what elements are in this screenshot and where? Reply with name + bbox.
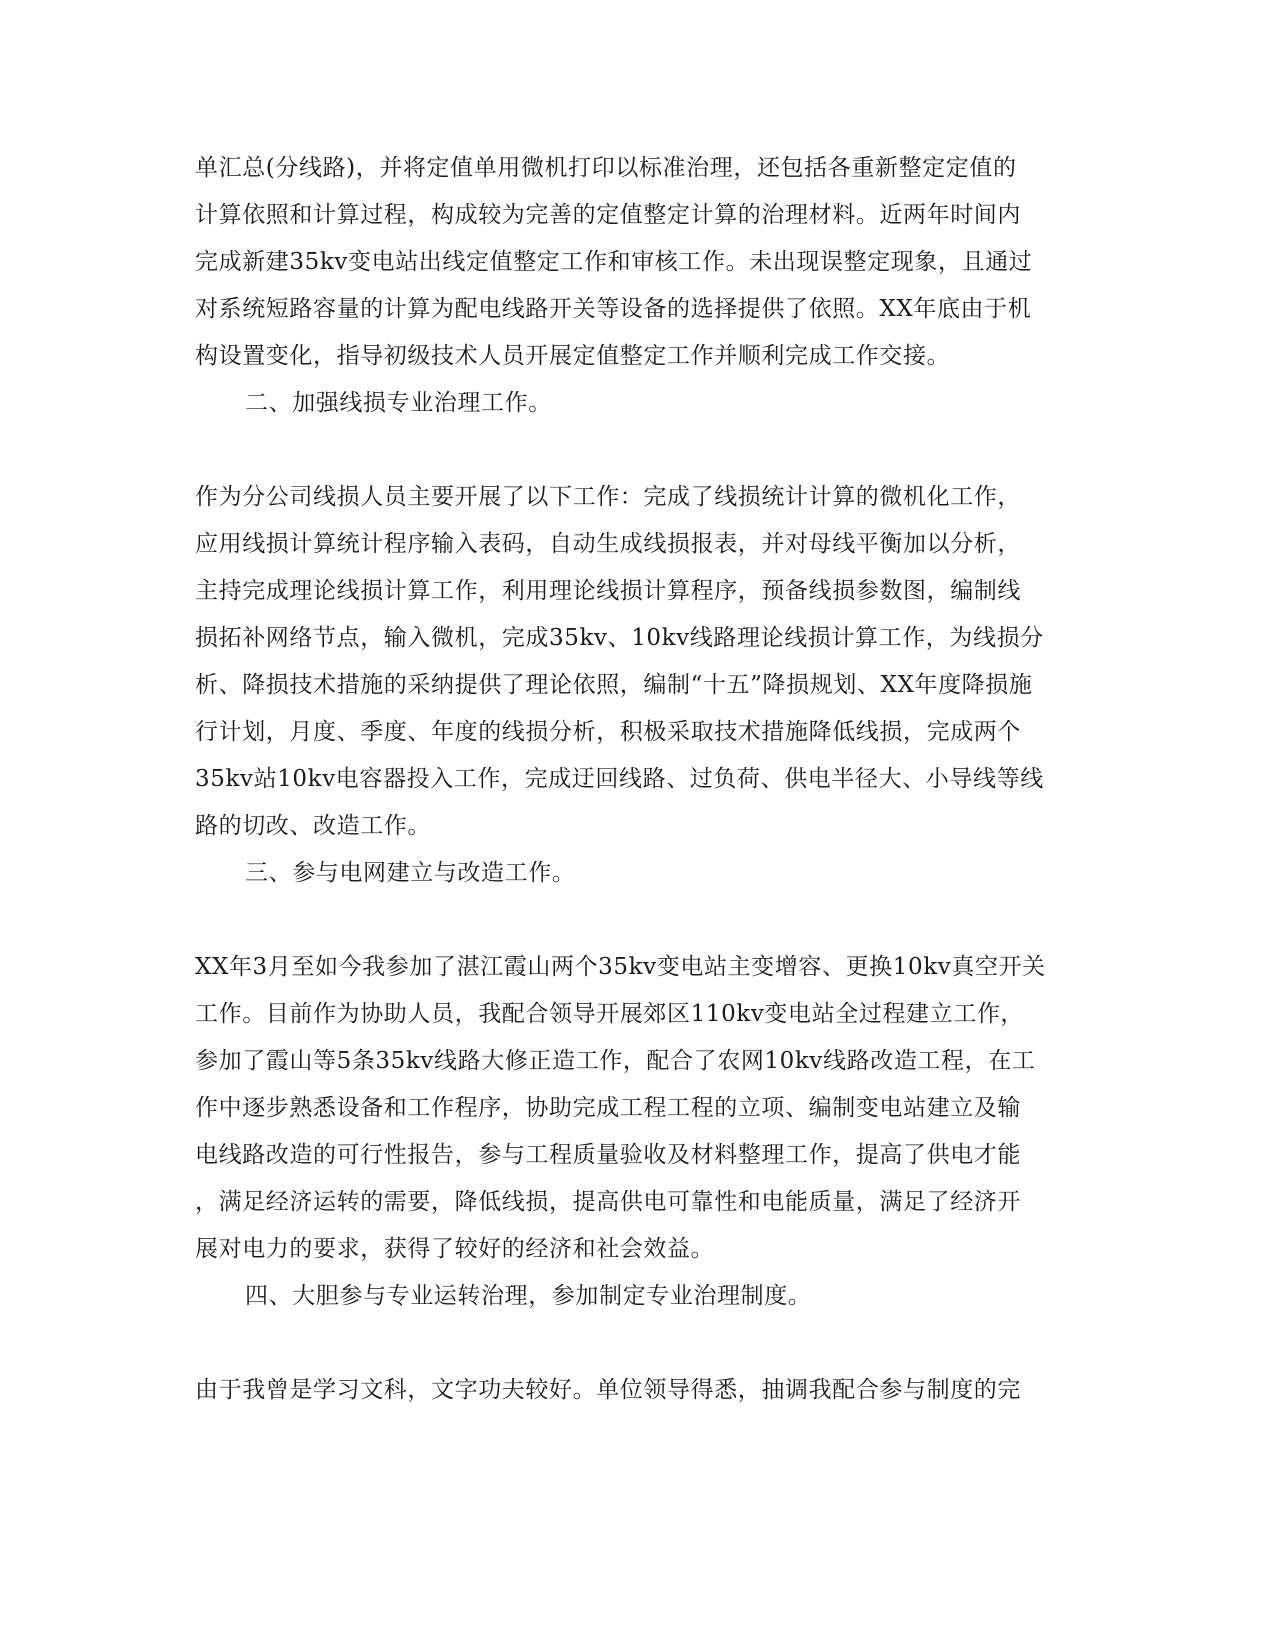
paragraph-line: 对系统短路容量的计算为配电线路开关等设备的选择提供了依照。XX年底由于机 [195,296,1032,322]
paragraph-line: 作中逐步熟悉设备和工作程序，协助完成工程工程的立项、编制变电站建立及输 [195,1095,1021,1121]
section-heading: 二、加强线损专业治理工作。 [245,390,552,416]
paragraph-line: 完成新建35kv变电站出线定值整定工作和审核工作。未出现误整定现象，且通过 [195,249,1033,275]
paragraph-line: ，满足经济运转的需要，降低线损，提高供电可靠性和电能质量，满足了经济开 [195,1189,1021,1215]
paragraph-line: 应用线损计算统计程序输入表码，自动生成线损报表，并对母线平衡加以分析， [195,531,1021,557]
paragraph-line: 行计划，月度、季度、年度的线损分析，积极采取技术措施降低线损，完成两个 [195,719,1021,745]
paragraph-line: 展对电力的要求，获得了较好的经济和社会效益。 [195,1236,715,1262]
paragraph-line: 由于我曾是学习文科，文字功夫较好。单位领导得悉，抽调我配合参与制度的完 [195,1377,1021,1403]
paragraph-line: 参加了霞山等5条35kv线路大修正造工作，配合了农网10kv线路改造工程，在工 [195,1048,1036,1074]
section-heading: 四、大胆参与专业运转治理，参加制定专业治理制度。 [245,1283,812,1309]
paragraph-line: 计算依照和计算过程，构成较为完善的定值整定计算的治理材料。近两年时间内 [195,202,1021,228]
paragraph-line: 工作。目前作为协助人员，我配合领导开展郊区110kv变电站全过程建立工作， [195,1001,1025,1027]
paragraph-line: XX年3月至如今我参加了湛江霞山两个35kv变电站主变增容、更换10kv真空开关 [195,954,1046,980]
paragraph-line: 损拓补网络节点，输入微机，完成35kv、10kv线路理论线损计算工作，为线损分 [195,625,1044,651]
paragraph-line: 电线路改造的可行性报告，参与工程质量验收及材料整理工作，提高了供电才能 [195,1142,1021,1168]
paragraph-line: 作为分公司线损人员主要开展了以下工作：完成了线损统计计算的微机化工作， [195,484,1021,510]
paragraph-line: 路的切改、改造工作。 [195,813,431,839]
paragraph-line: 构设置变化，指导初级技术人员开展定值整定工作并顺利完成工作交接。 [195,343,951,369]
paragraph-line: 35kv站10kv电容器投入工作，完成迂回线路、过负荷、供电半径大、小导线等线 [195,766,1044,792]
paragraph-line: 单汇总(分线路)，并将定值单用微机打印以标准治理，还包括各重新整定定值的 [195,155,1017,181]
section-heading: 三、参与电网建立与改造工作。 [245,860,576,886]
paragraph-line: 析、降损技术措施的采纳提供了理论依照，编制“十五”降损规划、XX年度降损施 [195,672,1033,698]
paragraph-line: 主持完成理论线损计算工作，利用理论线损计算程序，预备线损参数图，编制线 [195,578,1021,604]
